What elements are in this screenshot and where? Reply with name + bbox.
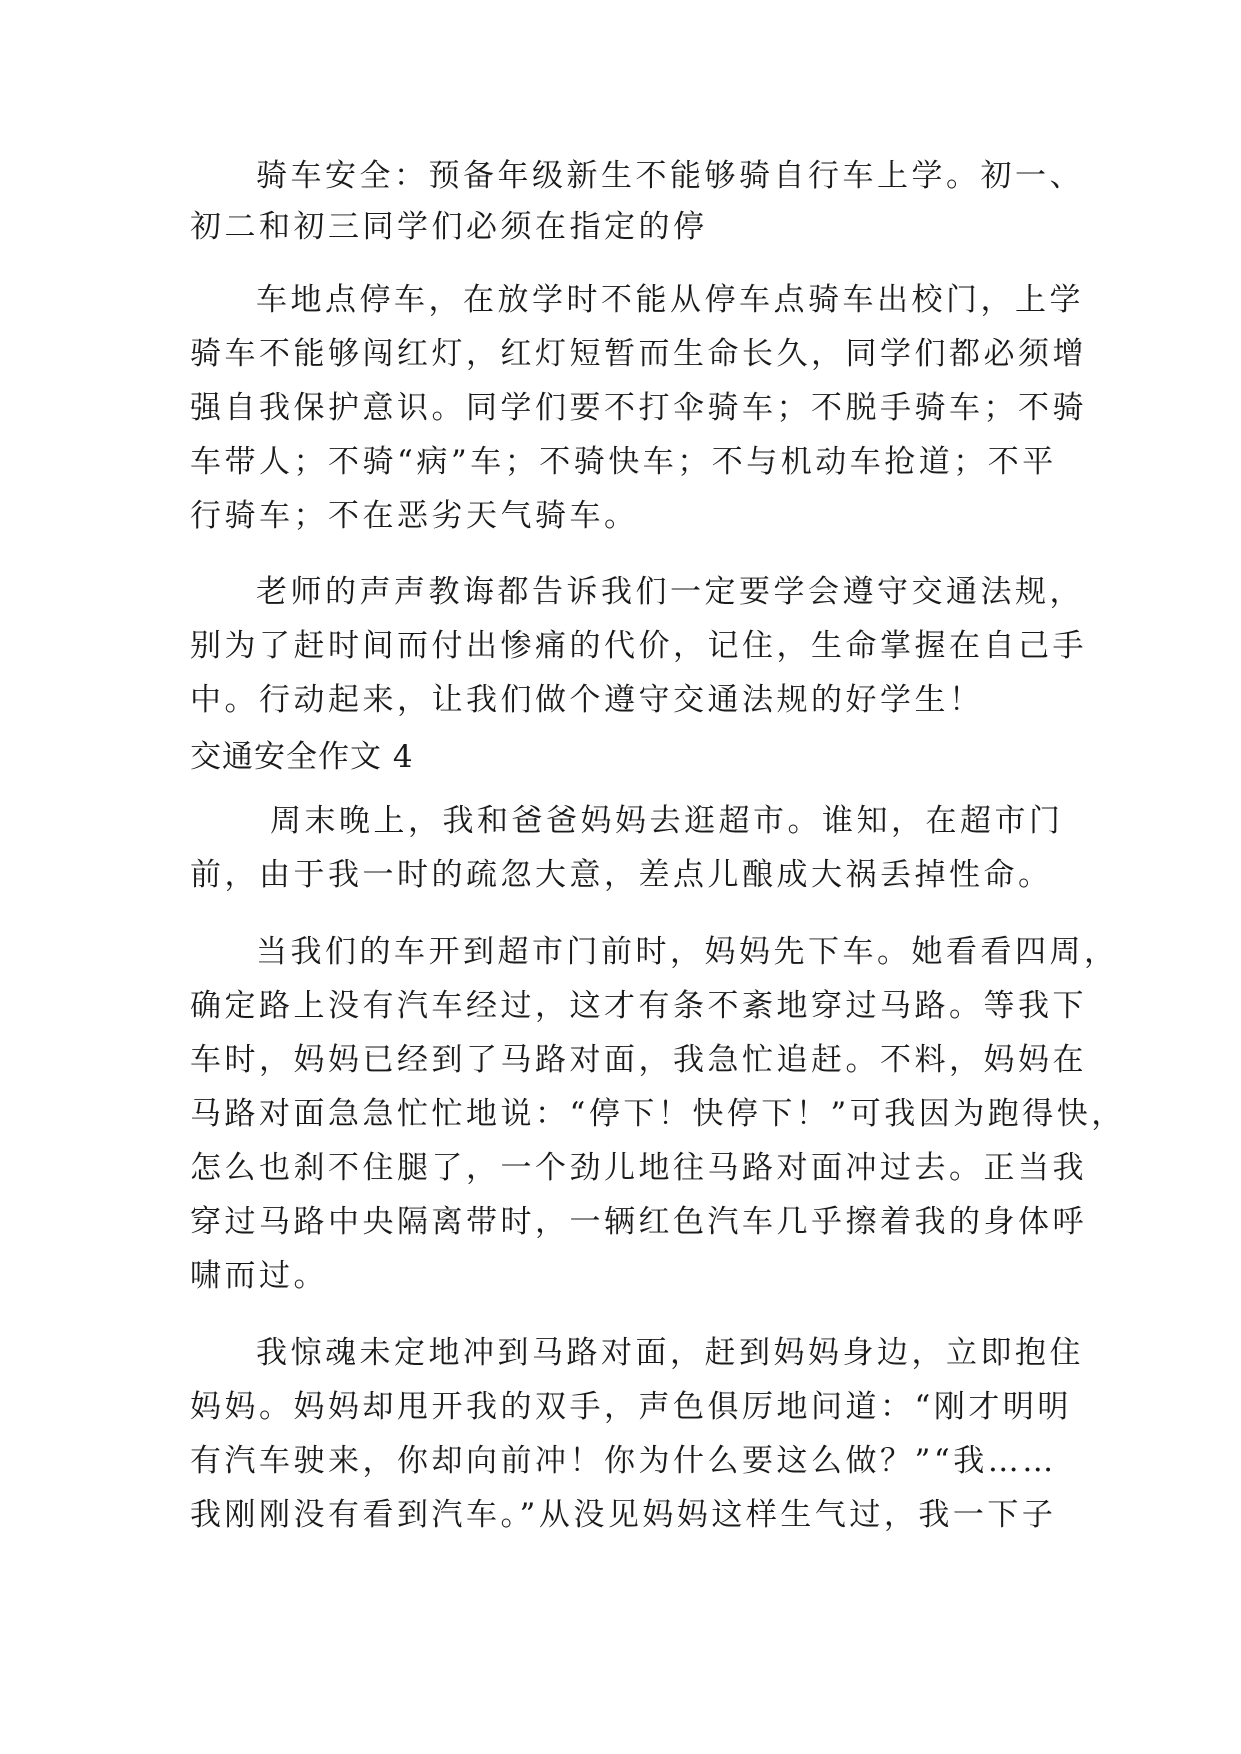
text-line: 周末晚上，我和爸爸妈妈去逛超市。谁知，在超市门: [270, 803, 1064, 839]
text-line: 穿过马路中央隔离带时，一辆红色汽车几乎擦着我的身体呼: [190, 1204, 1087, 1240]
text-line: 确定路上没有汽车经过，这才有条不紊地穿过马路。等我下: [190, 988, 1087, 1024]
text-line: 强自我保护意识。同学们要不打伞骑车；不脱手骑车；不骑: [190, 390, 1087, 426]
text-line: 当我们的车开到超市门前时，妈妈先下车。她看看四周，: [256, 934, 1119, 970]
section-heading: 交通安全作文 4: [190, 739, 414, 775]
text-line: 车时，妈妈已经到了马路对面，我急忙追赶。不料，妈妈在: [190, 1042, 1087, 1078]
text-line: 行骑车；不在恶劣天气骑车。: [190, 498, 639, 534]
text-line: 妈妈。妈妈却甩开我的双手，声色俱厉地问道：“刚才明明: [190, 1389, 1072, 1425]
text-line: 前，由于我一时的疏忽大意，差点儿酿成大祸丢掉性命。: [190, 857, 1053, 893]
text-line: 有汽车驶来，你却向前冲！你为什么要这么做？”“我……: [190, 1443, 1057, 1479]
text-line: 别为了赶时间而付出惨痛的代价，记住，生命掌握在自己手: [190, 628, 1087, 664]
text-line: 车带人；不骑“病”车；不骑快车；不与机动车抢道；不平: [190, 444, 1057, 480]
text-line: 啸而过。: [190, 1258, 328, 1294]
text-line: 车地点停车，在放学时不能从停车点骑车出校门，上学: [256, 282, 1084, 318]
text-line: 老师的声声教诲都告诉我们一定要学会遵守交通法规，: [256, 574, 1084, 610]
text-line: 中。行动起来，让我们做个遵守交通法规的好学生！: [190, 682, 984, 718]
text-line: 我惊魂未定地冲到马路对面，赶到妈妈身边，立即抱住: [256, 1335, 1084, 1371]
text-line: 初二和初三同学们必须在指定的停: [190, 209, 708, 245]
text-line: 马路对面急急忙忙地说：“停下！快停下！”可我因为跑得快，: [190, 1096, 1126, 1132]
text-line: 我刚刚没有看到汽车。”从没见妈妈这样生气过，我一下子: [190, 1497, 1057, 1533]
text-line: 骑车安全：预备年级新生不能够骑自行车上学。初一、: [256, 158, 1084, 194]
text-line: 骑车不能够闯红灯，红灯短暂而生命长久，同学们都必须增: [190, 336, 1087, 372]
text-line: 怎么也刹不住腿了，一个劲儿地往马路对面冲过去。正当我: [190, 1150, 1087, 1186]
